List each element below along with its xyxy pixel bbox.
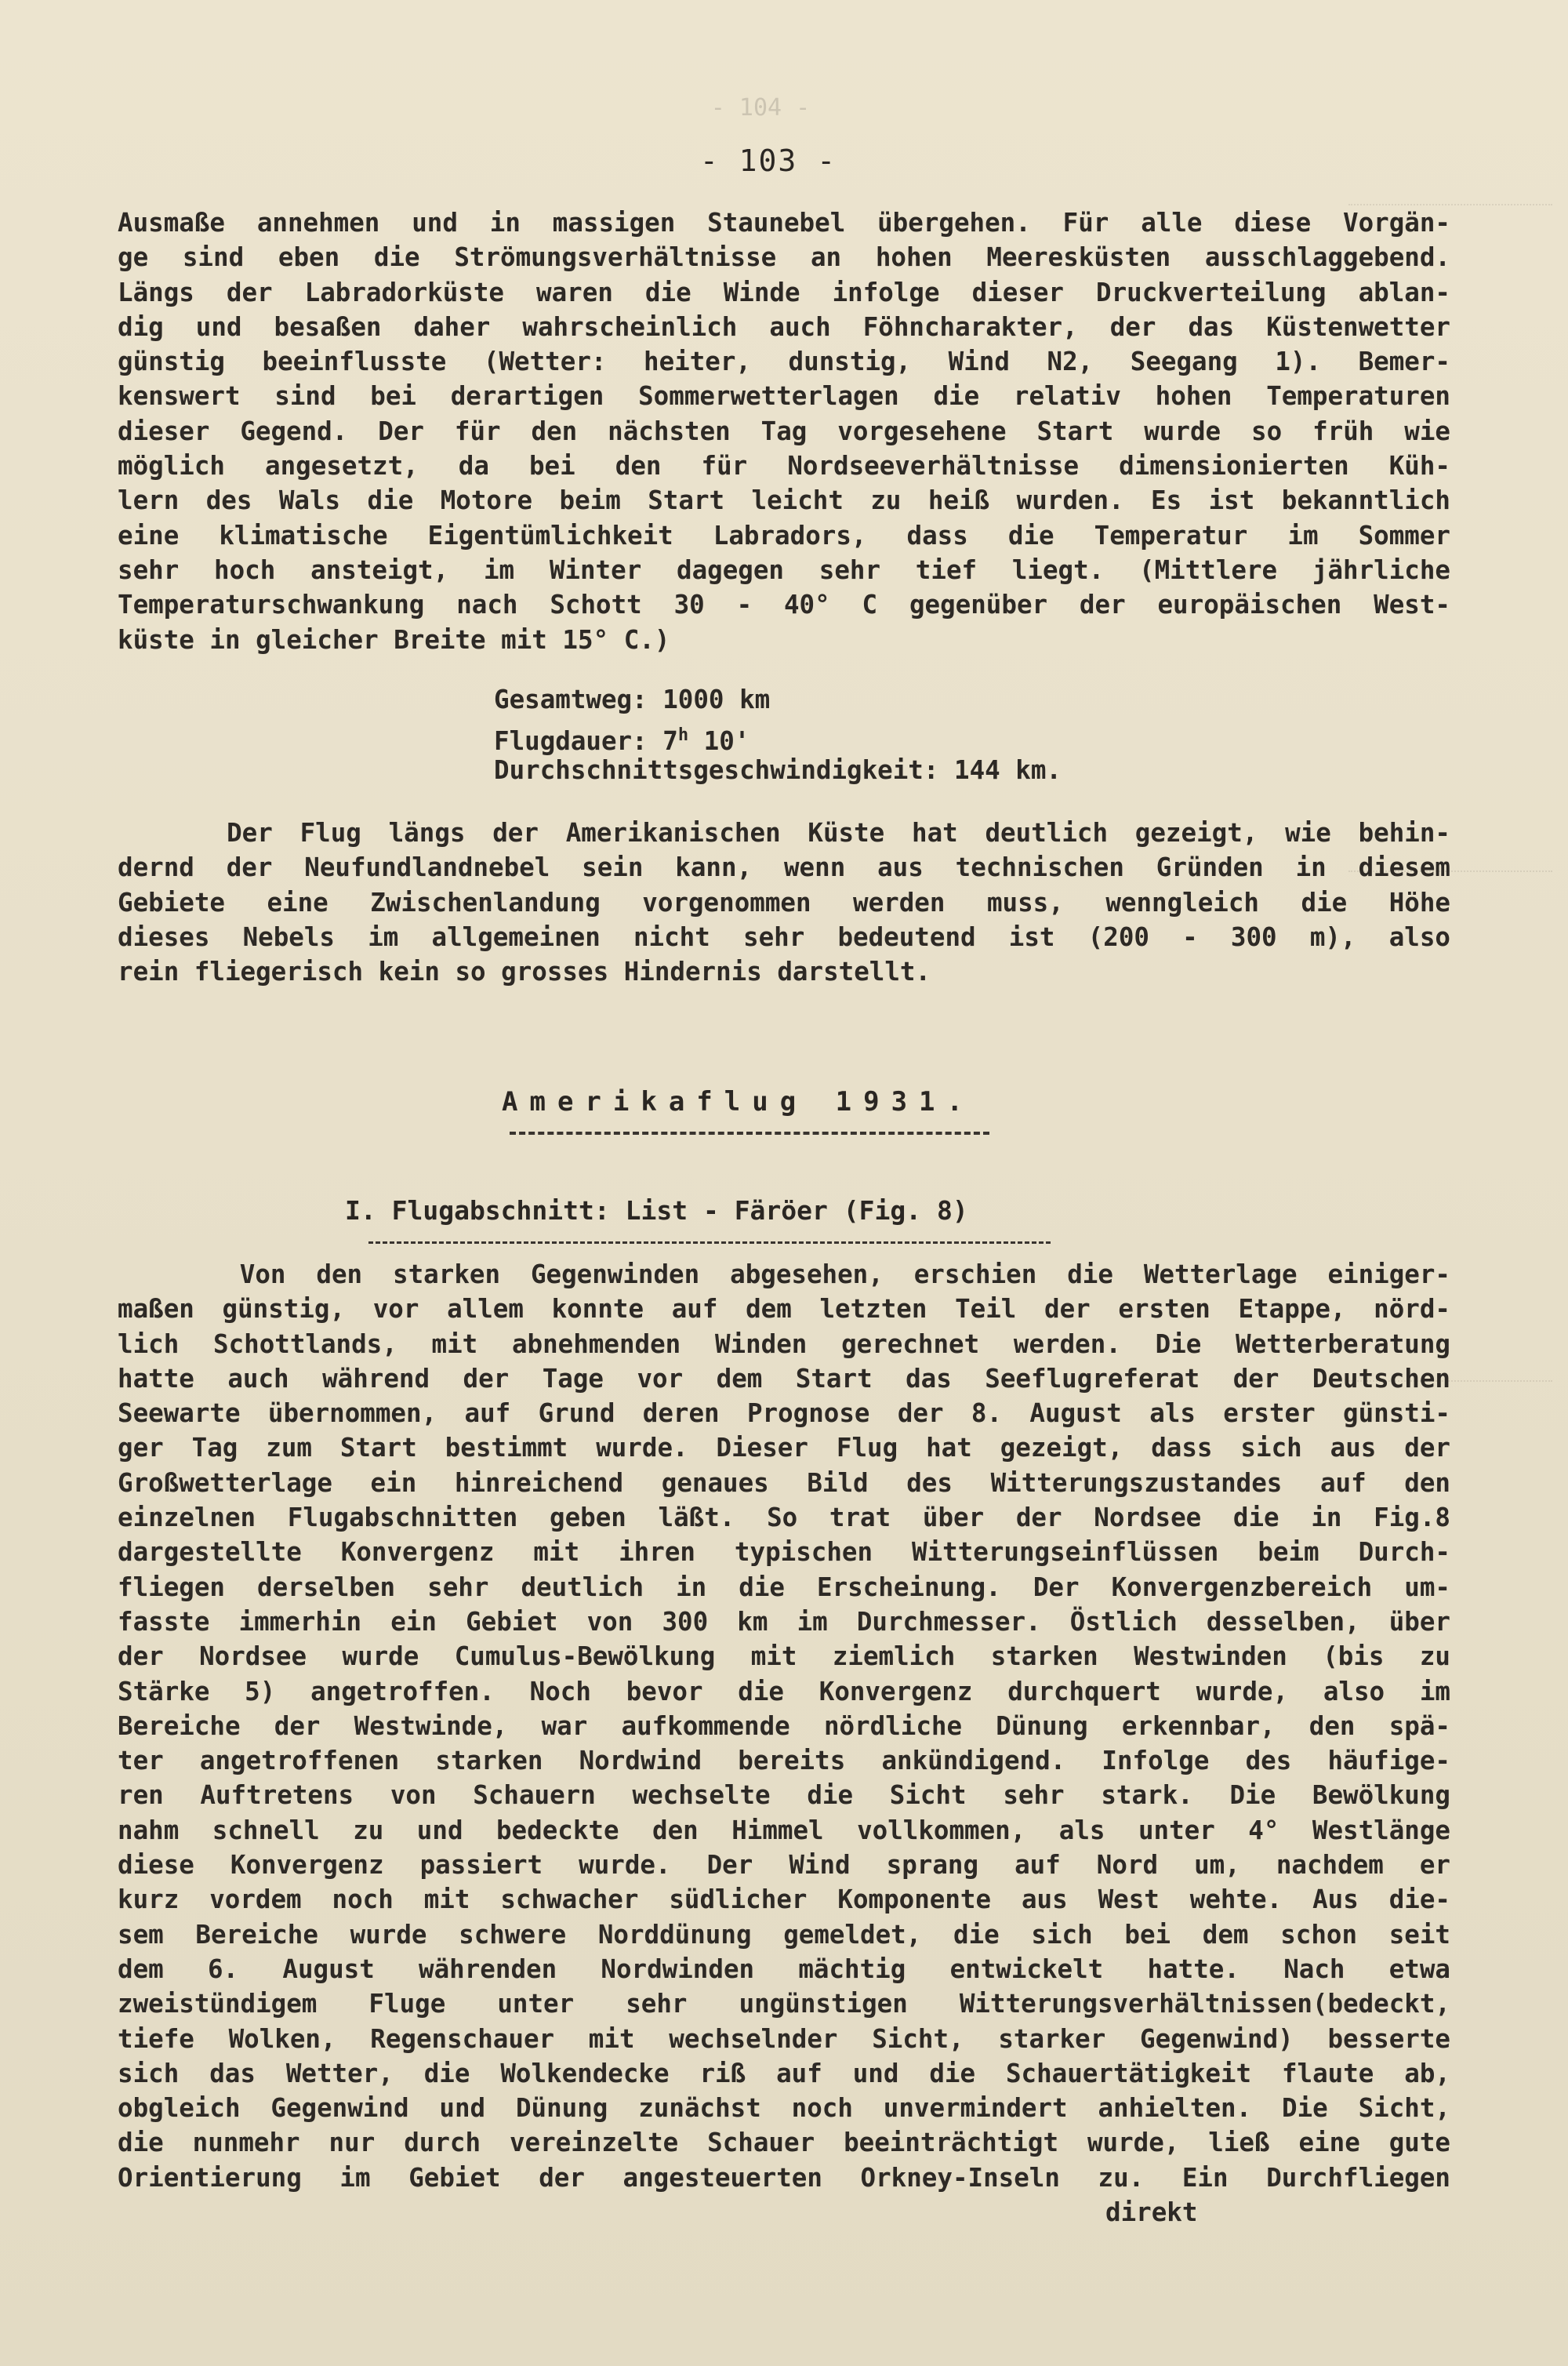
text-line: einzelnen Flugabschnitten geben läßt. So trat über der Nordsee die in Fig.8 [118, 1503, 1450, 1533]
text-line: ger Tag zum Start bestimmt wurde. Dieser Flug hat gezeigt, dass sich aus der [118, 1433, 1450, 1463]
paragraph-3 [118, 1257, 1450, 2230]
text-line: dieser Gegend. Der für den nächsten Tag vorgesehene Start wurde so früh wie [118, 416, 1450, 446]
catchword: direkt [1105, 2197, 1198, 2228]
text-line: Längs der Labradorküste waren die Winde infolge dieser Druckverteilung ablan- [118, 277, 1450, 307]
text-line: Temperaturschwankung nach Schott 30 - 40° C gegenüber der europäischen West- [118, 590, 1450, 620]
text-line: dargestellte Konvergenz mit ihren typischen Witterungseinflüssen beim Durch- [118, 1537, 1450, 1568]
paragraph-1 [118, 205, 1450, 657]
text-line: maßen günstig, vor allem konnte auf dem letzten Teil der ersten Etappe, nörd- [118, 1294, 1450, 1325]
stat-average-speed: Durchschnittsgeschwindigkeit: 144 km. [494, 755, 1062, 785]
text-line: günstig beeinflusste (Wetter: heiter, dunstig, Wind N2, Seegang 1). Bemer- [118, 347, 1450, 377]
text-line: sem Bereiche wurde schwere Norddünung gemeldet, die sich bei dem schon seit [118, 1919, 1450, 1950]
subsection-heading: I. Flugabschnitt: List - Färöer (Fig. 8) [345, 1195, 968, 1226]
duration-hours-superscript: h [677, 725, 689, 745]
text-line: nahm schnell zu und bedeckte den Himmel vollkommen, als unter 4° Westlänge [118, 1815, 1450, 1845]
text-line: Von den starken Gegenwinden abgesehen, erschien die Wetterlage einiger- [118, 1259, 1450, 1289]
text-line: Gebiete eine Zwischenlandung vorgenommen werden muss, wenngleich die Höhe [118, 887, 1450, 918]
page-number: - 103 - [699, 144, 837, 178]
text-line: Der Flug längs der Amerikanischen Küste hat deutlich gezeigt, wie behin- [118, 818, 1450, 848]
text-line: dernd der Neufundlandnebel sein kann, wenn aus technischen Gründen in diesem [118, 852, 1450, 883]
subheading-underline [368, 1241, 1051, 1244]
text-line: diese Konvergenz passiert wurde. Der Wind sprang auf Nord um, nachdem er [118, 1850, 1450, 1881]
text-line: fasste immerhin ein Gebiet von 300 km im Durchmesser. Östlich desselben, über [118, 1606, 1450, 1637]
section-heading: Amerikaflug 1931. [502, 1086, 975, 1118]
heading-underline [510, 1132, 989, 1135]
text-line: Seewarte übernommen, auf Grund deren Prognose der 8. August als erster günsti- [118, 1398, 1450, 1429]
text-line: kenswert sind bei derartigen Sommerwetterlagen die relativ hohen Temperaturen [118, 381, 1450, 412]
text-line: sehr hoch ansteigt, im Winter dagegen sehr tief liegt. (Mittlere jährliche [118, 554, 1450, 585]
text-line: die nunmehr nur durch vereinzelte Schauer beeinträchtigt wurde, ließ eine gute [118, 2128, 1450, 2158]
text-line: ren Auftretens von Schauern wechselte die Sicht sehr stark. Die Bewölkung [118, 1780, 1450, 1811]
text-line: Ausmaße annehmen und in massigen Staunebel übergehen. Für alle diese Vorgän- [118, 208, 1450, 238]
flight-stats [494, 682, 1062, 788]
text-line: ge sind eben die Strömungsverhältnisse an hohen Meeresküsten ausschlaggebend. [118, 242, 1450, 273]
text-line: Großwetterlage ein hinreichend genaues Bild des Witterungszustandes auf den [118, 1467, 1450, 1498]
stat-flight-duration [494, 718, 1062, 756]
stat-total-distance: Gesamtweg: 1000 km [494, 685, 771, 714]
paragraph-2 [118, 816, 1450, 989]
text-line: kurz vordem noch mit schwacher südlicher Komponente aus West wehte. Aus die- [118, 1884, 1450, 1915]
text-line: obgleich Gegenwind und Dünung zunächst noch unvermindert anhielten. Die Sicht, [118, 2093, 1450, 2124]
text-line: fliegen derselben sehr deutlich in die Erscheinung. Der Konvergenzbereich um- [118, 1572, 1450, 1602]
text-line: dieses Nebels im allgemeinen nicht sehr bedeutend ist (200 - 300 m), also [118, 921, 1450, 952]
text-line: sich das Wetter, die Wolkendecke riß auf und die Schauertätigkeit flaute ab, [118, 2058, 1450, 2088]
text-line: Orientierung im Gebiet der angesteuerten Orkney-Inseln zu. Ein Durchfliegen [118, 2162, 1450, 2193]
text-line: der Nordsee wurde Cumulus-Bewölkung mit ziemlich starken Westwinden (bis zu [118, 1641, 1450, 1672]
text-line: möglich angesetzt, da bei den für Nordseeverhältnisse dimensionierten Küh- [118, 451, 1450, 482]
text-line: Bereiche der Westwinde, war aufkommende nördliche Dünung erkennbar, den spä- [118, 1710, 1450, 1741]
duration-value: Flugdauer: 7 [494, 726, 678, 756]
text-line: küste in gleicher Breite mit 15° C.) [118, 624, 670, 655]
text-line: Stärke 5) angetroffen. Noch bevor die Konvergenz durchquert wurde, also im [118, 1676, 1450, 1706]
text-line: zweistündigem Fluge unter sehr ungünstigen Witterungsverhältnissen(bedeckt, [118, 1989, 1450, 2019]
duration-minutes: 10' [688, 726, 750, 756]
text-line: hatte auch während der Tage vor dem Start das Seeflugreferat der Deutschen [118, 1363, 1450, 1394]
text-line: ter angetroffenen starken Nordwind bereits ankündigend. Infolge des häufige- [118, 1746, 1450, 1776]
text-line: tiefe Wolken, Regenschauer mit wechselnder Sicht, starker Gegenwind) besserte [118, 2023, 1450, 2054]
text-line: rein fliegerisch kein so grosses Hindernis darstellt. [118, 957, 931, 987]
text-line: eine klimatische Eigentümlichkeit Labradors, dass die Temperatur im Sommer [118, 520, 1450, 551]
bleed-through-page-number: - 104 - [710, 94, 811, 122]
text-line: dem 6. August währenden Nordwinden mächtig entwickelt hatte. Nach etwa [118, 1953, 1450, 1984]
text-line: lich Schottlands, mit abnehmenden Winden gerechnet werden. Die Wetterberatung [118, 1328, 1450, 1359]
text-line: lern des Wals die Motore beim Start leicht zu heiß wurden. Es ist bekanntlich [118, 485, 1450, 516]
text-line: dig und besaßen daher wahrscheinlich auch Föhncharakter, der das Küstenwetter [118, 311, 1450, 342]
